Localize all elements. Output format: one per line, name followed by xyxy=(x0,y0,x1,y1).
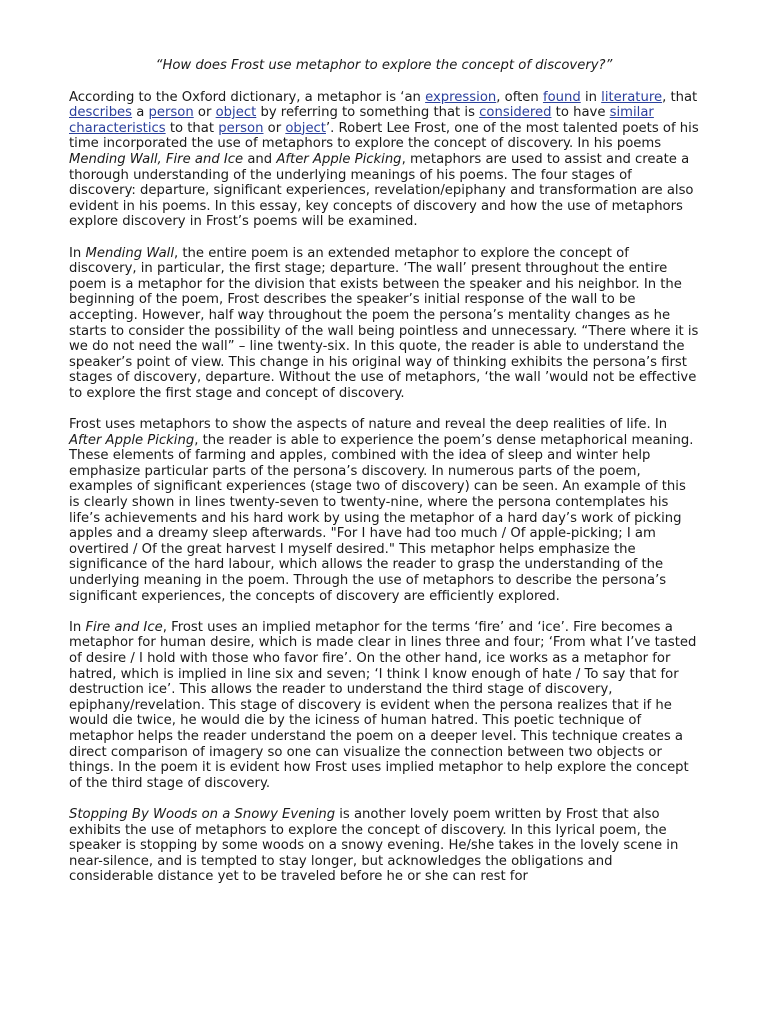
italic-text: After Apple Picking xyxy=(69,432,195,448)
paragraph xyxy=(69,620,699,792)
body-text: , Frost uses an implied metaphor for the terms ‘fire’ and ‘ice’. Fire becomes a metaphor for human desire, which is made clear in lines three and four; ‘From what I’ve tasted of desire / I hold with those who favor fire’. On the other hand, ice works as a metaphor for hatred, which is implied in line six and seven; ‘I think I know enough of hate / To say that for destruction ice’. This allows the reader to understand the third stage of discovery, epiphany/revelation. This stage of discovery is evident when the persona realizes that if he would die twice, he would die by the iciness of human hatred. This poetic technique of metaphor helps the reader understand the poem on a deeper level. This technique creates a direct comparison of imagery so one can visualize the connection between two objects or things. In the poem it is evident how Frost uses implied metaphor to help explore the concept of the third stage of discovery. xyxy=(69,619,697,791)
dictionary-link[interactable]: literature xyxy=(601,89,663,105)
dictionary-link[interactable]: considered xyxy=(479,105,552,121)
dictionary-link[interactable]: object xyxy=(215,105,257,121)
body-text: in xyxy=(580,89,602,105)
body-text: According to the Oxford dictionary, a metaphor is ‘an xyxy=(69,89,426,105)
italic-text: Fire and Ice xyxy=(85,619,163,635)
body-text: In xyxy=(69,619,86,635)
body-text: by referring to something that is xyxy=(256,105,480,121)
body-text: and xyxy=(243,151,277,167)
dictionary-link[interactable]: person xyxy=(148,105,194,121)
dictionary-link[interactable]: object xyxy=(285,120,326,136)
body-text: a xyxy=(132,105,149,121)
body-text: or xyxy=(263,120,286,136)
document-page xyxy=(69,58,699,900)
body-text: to have xyxy=(551,105,610,121)
dictionary-link[interactable]: characteristics xyxy=(69,120,166,136)
italic-text: Stopping By Woods on a Snowy Evening xyxy=(69,806,336,822)
essay-title: “How does Frost use metaphor to explore the concept of discovery?” xyxy=(155,58,613,73)
italic-text: Mending Wall xyxy=(85,245,174,261)
paragraph xyxy=(69,417,699,604)
dictionary-link[interactable]: expression xyxy=(425,89,497,105)
body-text: In xyxy=(69,245,86,261)
dictionary-link[interactable]: similar xyxy=(609,105,654,121)
body-text: or xyxy=(193,105,216,121)
italic-text: Mending Wall, Fire and Ice xyxy=(69,151,244,167)
body-text: is another lovely poem written by Frost that also exhibits the use of metaphors to explore the concept of discovery. In this lyrical poem, the speaker is stopping by some woods on a snowy evening. He/she takes in the lovely scene in near-silence, and is tempted to stay longer, but acknowledges the obligations and considerable distance yet to be traveled before he or she can rest for xyxy=(69,806,679,885)
body-text: ’. Robert Lee Frost, one of the most talented poets of his time incorporated the use of metaphors to explore the concept of discovery. In his poems xyxy=(69,120,699,152)
dictionary-link[interactable]: describes xyxy=(69,105,133,121)
body-text: Frost uses metaphors to show the aspects of nature and reveal the deep realities of life. In xyxy=(69,417,668,433)
dictionary-link[interactable]: person xyxy=(218,120,264,136)
body-text: to that xyxy=(165,120,219,136)
dictionary-link[interactable]: found xyxy=(542,89,581,105)
paragraph xyxy=(69,90,699,230)
body-text: , often xyxy=(496,89,543,105)
italic-text: After Apple Picking xyxy=(276,151,402,167)
essay-body xyxy=(69,90,699,885)
body-text: , metaphors are used to assist and create a thorough understanding of the underlying meanings of his poems. The four stages of discovery: departure, significant experiences, revelation/epiphany and transformation are also evident in his poems. In this essay, key concepts of discovery and how the use of metaphors explore discovery in Frost’s poems will be examined. xyxy=(69,151,694,230)
paragraph xyxy=(69,807,699,885)
body-text: , that xyxy=(662,89,698,105)
body-text: , the reader is able to experience the poem’s dense metaphorical meaning. These elements of farming and apples, combined with the idea of sleep and winter help emphasize particular parts of the persona’s discovery. In numerous parts of the poem, examples of significant experiences (stage two of discovery) can be seen. An example of this is clearly shown in lines twenty-seven to twenty-nine, where the persona contemplates his life’s achievements and his hard work by using the metaphor of a hard day’s work of picking apples and a dreamy sleep afterwards. "For I have had too much / Of apple-picking; I am overtired / Of the great harvest I myself desired." This metaphor helps emphasize the significance of the hard labour, which allows the reader to grasp the understanding of the underlying meaning in the poem. Through the use of metaphors to describe the persona’s significant experiences, the concepts of discovery are efficiently explored. xyxy=(69,432,694,604)
paragraph xyxy=(69,246,699,402)
body-text: , the entire poem is an extended metaphor to explore the concept of discovery, in particular, the first stage; departure. ‘The wall’ present throughout the entire poem is a metaphor for the division that exists between the speaker and his neighbor. In the beginning of the poem, Frost describes the speaker’s initial response of the wall to be accepting. However, half way throughout the poem the persona’s mentality changes as he starts to consider the possibility of the wall being pointless and unnecessary. “There where it is we do not need the wall” – line twenty-six. In this quote, the reader is able to understand the speaker’s point of view. This change in his original way of thinking exhibits the persona’s first stages of discovery, departure. Without the use of metaphors, ‘the wall ’would not be effective to explore the first stage and concept of discovery. xyxy=(69,245,699,401)
